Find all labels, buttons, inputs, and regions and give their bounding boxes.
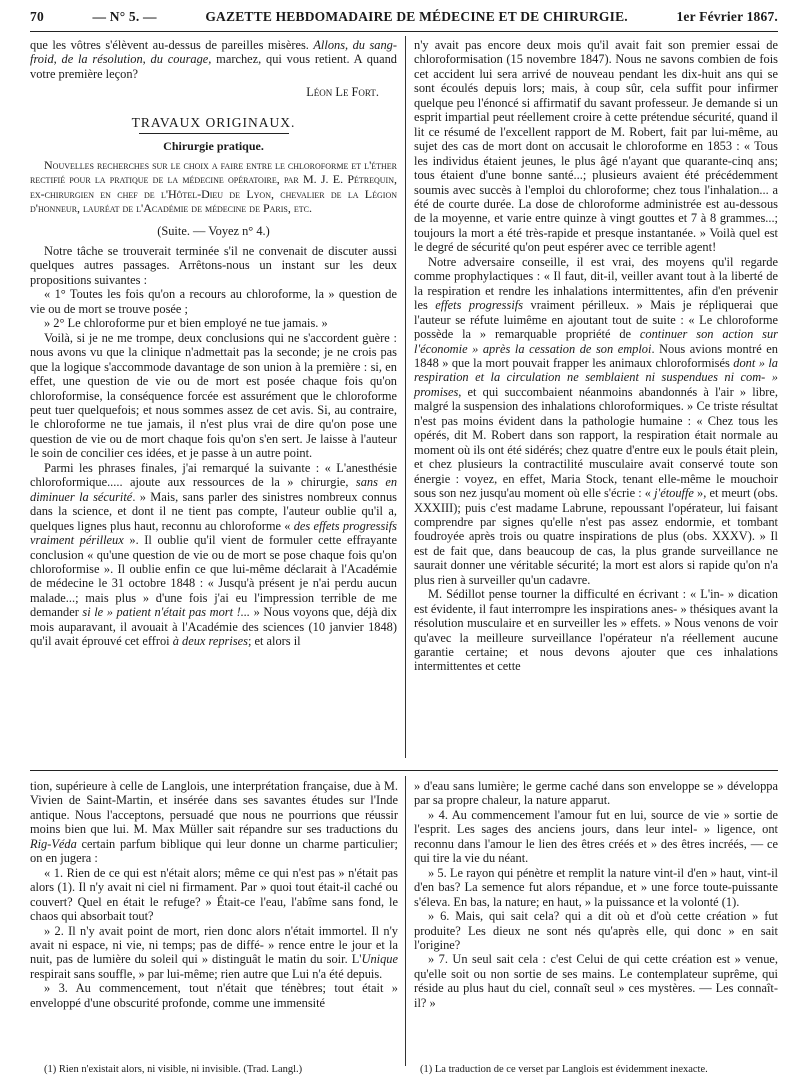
column-divider bbox=[405, 776, 406, 1066]
section-title: TRAVAUX ORIGINAUX. bbox=[131, 114, 296, 130]
continuation-note: (Suite. — Voyez n° 4.) bbox=[157, 223, 270, 238]
title-rule bbox=[139, 133, 289, 134]
header-rule bbox=[30, 31, 778, 32]
upper-right-column bbox=[414, 38, 778, 674]
author-signature: Léon Le Fort. bbox=[306, 85, 379, 100]
verse: » 5. Le rayon qui pénètre et remplit la nature vint-il d'en » haut, vint-il d'en bas? La semence fut alors répandue, et » une force toute-puissante s'éleva. En bas, la nature; en haut, » la puissance et la volonté (1). bbox=[414, 865, 778, 909]
paragraph: Voilà, si je ne me trompe, deux conclusions qui ne s'accordent guère : nous avons vu que la clinique n'admettait pas la seconde; je ne crois pas que la logique s'accommode davantage de son union à la première : si, en effet, une question de vie ou de mort est posée chaque fois qu'on chloroformise, la conséquence forcée est assurément que le chloroforme peut tuer quelquefois; et nous sommes assez de cet avis. Si, au contraire, le chloroforme ne tue jamais, il n'est plus vrai de dire qu'on pose une question de vie ou de mort chaque fois qu'on s'en sert. Je laisse à l'auteur le soin de concilier ces idées, et je passe à un autre point. bbox=[30, 330, 397, 461]
verse: « 1. Rien de ce qui est n'était alors; même ce qui n'est pas » n'était pas alors (1). Il n'y avait ni ciel ni firmament. Par » quoi tout était-il caché ou couvert? Quel en était le refuge? » Était-ce l'eau, l'abîme sans fond, le chaos qui absorbait tout? bbox=[30, 865, 398, 924]
journal-title: GAZETTE HEBDOMADAIRE DE MÉDECINE ET DE CHIRURGIE. bbox=[205, 9, 628, 24]
quote-item: » 2° Le chloroforme pur et bien employé ne tue jamais. » bbox=[44, 316, 328, 331]
section-rule bbox=[30, 770, 778, 771]
article-heading: Nouvelles recherches sur le choix a faire entre le chloroforme et l'éther rectifié pour la pratique de la médecine opératoire, par M. J. E. Pétrequin, ex-chirurgien en chef de l'Hôtel-Dieu de Lyon, chevalier de la Légion d'honneur, lauréat de l'Académie de médecine de Paris, etc. bbox=[30, 157, 397, 216]
quote-item: « 1° Toutes les fois qu'on a recours au chloroforme, la » question de vie ou de mort se trouve posée ; bbox=[30, 287, 397, 316]
upper-left-column bbox=[30, 38, 397, 649]
column-divider bbox=[405, 36, 406, 758]
verse: » 4. Au commencement l'amour fut en lui, source de vie » sortie de l'esprit. Les sages des anciens jours, dans leur intel- » ligence, ont reconnu dans l'amour le lien des êtres créés et » des êtres incréés, — ce qui tire la vie du néant. bbox=[414, 807, 778, 866]
page-number: 70 bbox=[30, 9, 44, 24]
verse: » d'eau sans lumière; le germe caché dans son enveloppe se » développa par sa propre chaleur, la nature apparut. bbox=[414, 779, 778, 808]
paragraph: M. Sédillot pense tourner la difficulté en écrivant : « L'in- » dication est évidente, il faut interrompre les inspirations anes- » thésiques avant la résolution musculaire et en surveiller les » effets. » Nous venons de voir qu'avec la meilleure surveillance l'opérateur n'a réellement aucune garantie certaine; et nous devons ajouter que ces inhalations intermittentes et cette bbox=[414, 587, 778, 674]
issue-number: — N° 5. — bbox=[92, 9, 157, 24]
footnote: (1) La traduction de ce verset par Langlois est évidemment inexacte. bbox=[420, 1064, 708, 1075]
lower-right-column bbox=[414, 779, 778, 1010]
paragraph: Notre adversaire conseille, il est vrai, des moyens qu'il regarde comme prophylactiques : « Il faut, dit-il, veiller avant tout à la liberté de la respiration et rendre les inhalations intermittentes, afin d'en prévenir les effets progressifs vraiment périlleux. » Mais je répliquerai que l'auteur se réfute luimême en ajoutant tout de suite : « Le chloroforme possède la » remarquable propriété de continuer son action sur l'économie » après la cessation de son emploi. Nous avions montré en 1848 » que la mort pouvait frapper les animaux chloroformisés dont » la respiration et la circulation ne semblaient ni suspendues ni com- » promises, et qui succombaient néanmoins abandonnés à l'air » libre, malgré la suspension des inhalations chloroformiques. » Ce triste résultat n'est pas moins évident dans la pathologie humaine : « Chez tous les opérés, dit M. Robert dans son rapport, la respiration était normale au moment où ils ont été sidérés; chez quatre d'entre eux le pouls était plein, et chez plusieurs la contractilité musculaire avait conservé toute son énergie : voyez, en effet, Maria Stock, tenant elle-même le mouchoir sous son nez jusqu'au moment où elle s'écrie : « j'étouffe », et meurt (obs. XXXIII); puis c'est madame Labrune, repoussant l'opérateur, lui faisant comprendre par signes qu'elle n'est pas assez endormie, et tombant foudroyée après trois ou quatre inspirations de plus (obs. XXXV). » Il est de fait que, dans beaucoup de cas, la plus grande surveillance ne saurait donner une véritable sécurité; la mort est alors si rapide qu'on n'a plus rien à surveiller qu'un cadavre. bbox=[414, 254, 778, 587]
section-subtitle: Chirurgie pratique. bbox=[163, 139, 264, 154]
verse: » 3. Au commencement, tout n'était que ténèbres; tout était » enveloppé d'une obscurité profonde, comme une immensité bbox=[30, 981, 398, 1010]
verse: » 6. Mais, qui sait cela? qui a dit où et d'où cette création » fut produite? Les dieux ne sont nés qu'après elle, qui donc » en sait l'origine? bbox=[414, 909, 778, 952]
running-header bbox=[30, 4, 778, 30]
footnote: (1) Rien n'existait alors, ni visible, ni invisible. (Trad. Langl.) bbox=[44, 1064, 303, 1075]
issue-date: 1er Février 1867. bbox=[676, 9, 778, 24]
paragraph: tion, supérieure à celle de Langlois, une interprétation française, due à M. Vivien de Saint-Martin, et insérée dans ses savantes études sur l'Inde antique. Nous l'acceptons, persuadé que nous ne pourrions que réussir moins bien que lui. M. Max Müller sait répandre sur ses traductions du Rig-Véda certain parfum biblique qui leur donne un charme particulier; on en jugera : bbox=[30, 779, 398, 866]
paragraph: Parmi les phrases finales, j'ai remarqué la suivante : « L'anesthésie chloroformique..... ajoute aux ressources de la » chirurgie, sans en diminuer la sécurité. » Mais, sans parler des sinistres nombreux connus dans la science, et dont il ne tient pas compte, l'auteur oublie qu'il a, quelques lignes plus haut, reconnu au chloroforme « des effets progressifs vraiment périlleux ». Il oublie qu'il vient de formuler cette effrayante conclusion « qu'une question de vie ou de mort se pose chaque fois qu'on chloroformise ». Il oublie enfin ce que lui-même déclarait à l'Académie de médecine le 31 octobre 1848 : « Jusqu'à présent je n'ai perdu aucun malade...; mais plus » d'une fois j'ai eu l'impression terrible de me demander si le » patient n'était pas mort !... » Nous voyons que, déjà dix mois auparavant, il avouait à l'Académie des sciences (10 janvier 1848) qu'il avait éprouvé cet effroi à deux reprises; et alors il bbox=[30, 460, 398, 649]
paragraph: Notre tâche se trouverait terminée s'il ne convenait de discuter aussi quelques autres passages. Arrêtons-nous un instant sur les deux propositions suivantes : bbox=[30, 243, 397, 287]
paragraph: n'y avait pas encore deux mois qu'il avait fait son premier essai de chloroformisation (15 novembre 1847). Nous ne savons combien de fois cet accident lui sera arrivé de nouveau pendant les dix-huit ans qui se sont écoulés depuis lors; mais, à coup sûr, cela suffit pour infirmer quelque peu l'énoncé si affirmatif du savant professeur. Je demande si un esprit impartial peut réellement croire à cette prétendue sécurité, quand il lit ce résumé de l'excellent rapport de M. Robert, fait par lui-même, au sujet des cas de mort dont on accusait le chloroforme en 1853 : « Tous les individus étaient jeunes, le plus âgé n'ayant que quarante-cinq ans; tous étaient d'une bonne santé...; plusieurs avaient été précédemment soumis avec succès à l'emploi du chloroforme; chez tous l'inhalation... a été de courte durée. La dose de chloroforme administrée est au-dessous de la moyenne, et varie entre quinze à vingt gouttes et 7 à 8 grammes...; toujours la mort a été très-rapide et presque instantanée. » Voilà quel est le degré de sécurité qu'on peut espérer avec ce terrible agent! bbox=[414, 38, 778, 255]
verse: » 2. Il n'y avait point de mort, rien donc alors n'était immortel. Il n'y avait ni espace, ni vie, ni temps; pas de diffé- » rence entre le jour et la nuit, pas de lumière du soleil qui » distinguât le matin du soir. L'Unique respirait sans souffle, » par lui-même; rien autre que Lui n'a été depuis. bbox=[30, 923, 398, 981]
verse: » 7. Un seul sait cela : c'est Celui de qui cette création est » venue, qu'elle soit ou non sortie de ses mains. Le contemplateur suprême, qui réside au plus haut du ciel, connaît seul » ces mystères. — Les connaît-il? » bbox=[414, 952, 778, 1010]
lower-left-column bbox=[30, 779, 398, 1010]
previous-article-end: que les vôtres s'élèvent au-dessus de pareilles misères. Allons, du sang-froid, de la résolution, du courage, marchez, qui vous retient. A quand votre première leçon? bbox=[30, 38, 397, 81]
